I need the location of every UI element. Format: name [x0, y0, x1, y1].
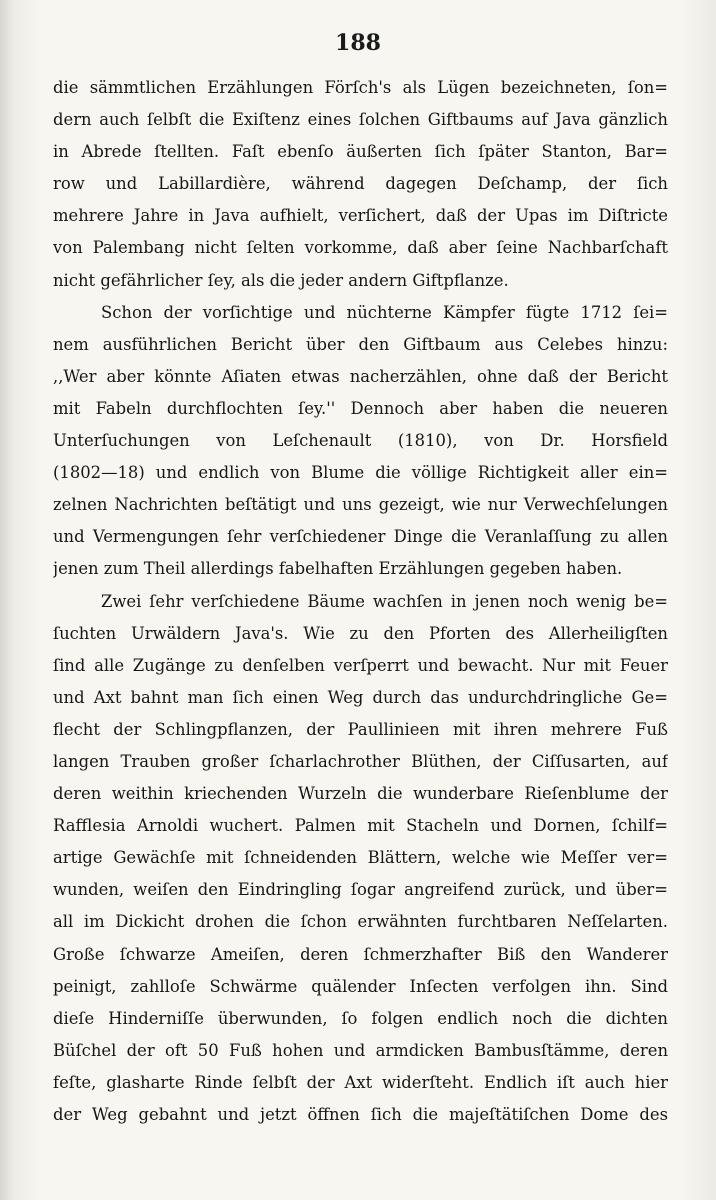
text-line: in Abrede ſtellten. Faſt ebenſo äußerten ſich ſpäter Stanton, Bar= — [53, 142, 668, 162]
text-line: wunden, weiſen den Eindringling ſogar angreifend zurück, und über= — [53, 880, 668, 900]
text-line: Zwei ſehr verſchiedene Bäume wachſen in jenen noch wenig be= — [101, 591, 668, 611]
page-number: 188 — [335, 30, 381, 56]
text-line: nicht gefährlicher ſey, als die jeder andern Giftpflanze. — [53, 270, 509, 290]
text-line: row und Labillardière, während dagegen Deſchamp, der ſich — [53, 174, 668, 194]
text-line: ſuchten Urwäldern Java's. Wie zu den Pforten des Allerheiligſten — [53, 623, 668, 643]
text-line: zelnen Nachrichten beſtätigt und uns gezeigt, wie nur Verwechſelungen — [53, 495, 668, 515]
text-line: die sämmtlichen Erzählungen Förſch's als Lügen bezeichneten, ſon= — [53, 78, 668, 97]
body-text — [53, 72, 668, 1131]
text-line: von Palembang nicht ſelten vorkomme, daß aber ſeine Nachbarſchaft — [53, 238, 668, 258]
text-line: (1802—18) und endlich von Blume die völlige Richtigkeit aller ein= — [53, 463, 668, 483]
text-line: mehrere Jahre in Java aufhielt, verſichert, daß der Upas im Diſtricte — [53, 206, 668, 226]
paragraph — [53, 586, 668, 1132]
text-line: der Weg gebahnt und jetzt öffnen ſich die majeſtätiſchen Dome des — [53, 1105, 668, 1124]
text-line: peinigt, zahlloſe Schwärme quälender Inſecten verfolgen ihn. Sind — [53, 976, 668, 996]
text-line: und Axt bahnt man ſich einen Weg durch das undurchdringliche Ge= — [53, 687, 668, 707]
paragraph — [53, 72, 668, 297]
text-line: und Vermengungen ſehr verſchiedener Dinge die Veranlaſſung zu allen — [53, 527, 668, 547]
text-line: dieſe Hinderniſſe überwunden, ſo folgen endlich noch die dichten — [53, 1008, 668, 1028]
text-line: Schon der vorſichtige und nüchterne Kämpfer fügte 1712 ſei= — [101, 302, 668, 322]
text-line: Unterſuchungen von Leſchenault (1810), von Dr. Horsfield — [53, 431, 668, 451]
text-line: langen Trauben großer ſcharlachrother Blüthen, der Ciſſusarten, auf — [53, 751, 668, 771]
text-line: ,,Wer aber könnte Aſiaten etwas nacherzählen, ohne daß der Bericht — [53, 366, 668, 386]
text-line: ſind alle Zugänge zu denſelben verſperrt und bewacht. Nur mit Feuer — [53, 655, 668, 675]
text-line: all im Dickicht drohen die ſchon erwähnten furchtbaren Neſſelarten. — [53, 912, 668, 932]
text-line: dern auch ſelbſt die Exiſtenz eines ſolchen Giftbaums auf Java gänzlich — [53, 110, 668, 130]
text-line: jenen zum Theil allerdings fabelhaften Erzählungen gegeben haben. — [53, 559, 623, 579]
text-line: Große ſchwarze Ameiſen, deren ſchmerzhafter Biß den Wanderer — [53, 944, 668, 964]
text-line: Büſchel der oft 50 Fuß hohen und armdicken Bambusſtämme, deren — [53, 1040, 668, 1060]
text-line: feſte, glasharte Rinde ſelbſt der Axt widerſteht. Endlich iſt auch hier — [53, 1072, 668, 1092]
text-line: deren weithin kriechenden Wurzeln die wunderbare Rieſenblume der — [53, 784, 668, 804]
paragraph — [53, 297, 668, 586]
text-line: artige Gewächſe mit ſchneidenden Blättern, welche wie Meſſer ver= — [53, 848, 668, 868]
text-line: mit Fabeln durchflochten ſey.'' Dennoch aber haben die neueren — [53, 398, 668, 418]
text-line: Rafflesia Arnoldi wuchert. Palmen mit Stacheln und Dornen, ſchilf= — [53, 816, 668, 836]
text-line: flecht der Schlingpflanzen, der Paullinieen mit ihren mehrere Fuß — [53, 719, 668, 739]
text-line: nem ausführlichen Bericht über den Giftbaum aus Celebes hinzu: — [53, 334, 668, 354]
